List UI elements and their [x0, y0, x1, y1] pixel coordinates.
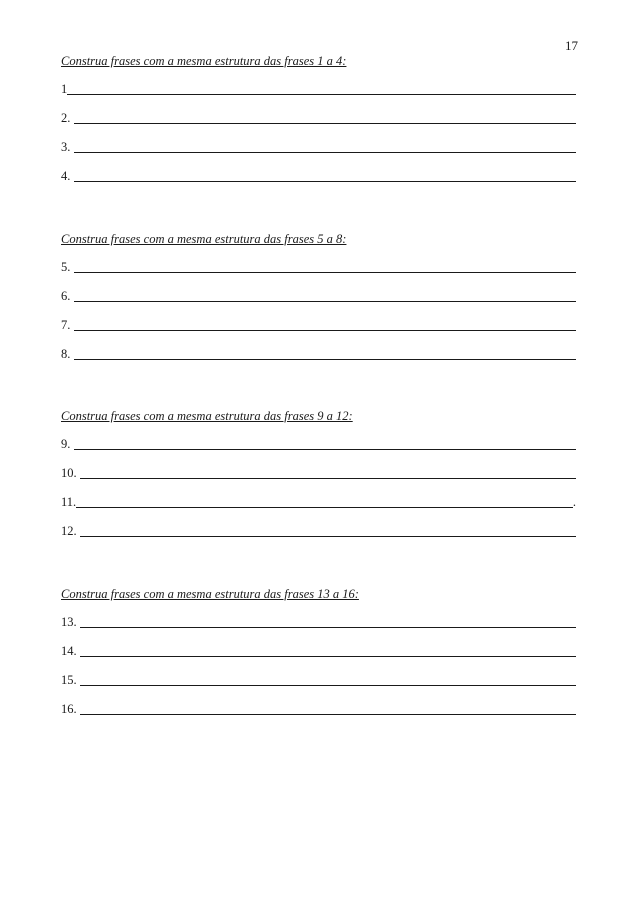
line-number: 13.: [61, 615, 80, 629]
answer-blank[interactable]: [74, 111, 577, 124]
answer-line-7: [61, 317, 576, 333]
answer-blank[interactable]: [74, 437, 577, 450]
answer-lines: [61, 614, 576, 717]
answer-blank[interactable]: [74, 169, 577, 182]
line-number: 1: [61, 82, 68, 96]
section-instruction: Construa frases com a mesma estrutura das frases 9 a 12:: [61, 409, 353, 423]
answer-line-16: [61, 701, 576, 717]
answer-blank[interactable]: [74, 347, 577, 360]
line-number: 2.: [61, 111, 74, 125]
answer-blank[interactable]: [74, 140, 577, 153]
line-number: 7.: [61, 318, 74, 332]
line-suffix: .: [572, 495, 576, 509]
answer-blank[interactable]: [80, 466, 576, 479]
line-number: 5.: [61, 260, 74, 274]
answer-blank[interactable]: [80, 702, 576, 715]
answer-line-6: [61, 288, 576, 304]
page-number: 17: [565, 38, 578, 53]
line-number: 6.: [61, 289, 74, 303]
answer-line-10: [61, 465, 576, 481]
line-number: 10.: [61, 466, 80, 480]
exercise-section-13-16: [61, 586, 576, 730]
answer-blank[interactable]: [80, 524, 576, 537]
answer-line-5: [61, 259, 576, 275]
answer-blank[interactable]: [80, 644, 576, 657]
section-instruction: Construa frases com a mesma estrutura das frases 1 a 4:: [61, 54, 347, 68]
answer-line-14: [61, 643, 576, 659]
exercise-section-5-8: [61, 231, 576, 375]
answer-line-8: [61, 346, 576, 362]
answer-line-1: [61, 81, 576, 97]
line-number: 12.: [61, 524, 80, 538]
answer-blank[interactable]: [76, 495, 573, 508]
answer-blank[interactable]: [80, 673, 576, 686]
answer-lines: [61, 259, 576, 362]
answer-blank[interactable]: [74, 318, 577, 331]
answer-line-4: [61, 168, 576, 184]
line-number: 11.: [61, 495, 77, 509]
line-number: 9.: [61, 437, 74, 451]
answer-blank[interactable]: [74, 260, 577, 273]
section-instruction: Construa frases com a mesma estrutura das frases 5 a 8:: [61, 232, 347, 246]
answer-lines: [61, 81, 576, 184]
answer-line-3: [61, 139, 576, 155]
line-number: 16.: [61, 702, 80, 716]
exercise-section-9-12: [61, 408, 576, 552]
answer-blank[interactable]: [67, 82, 576, 95]
exercise-section-1-4: [61, 53, 576, 197]
line-number: 8.: [61, 347, 74, 361]
line-number: 3.: [61, 140, 74, 154]
answer-blank[interactable]: [74, 289, 577, 302]
answer-blank[interactable]: [80, 615, 576, 628]
line-number: 4.: [61, 169, 74, 183]
line-number: 15.: [61, 673, 80, 687]
answer-line-13: [61, 614, 576, 630]
answer-line-2: [61, 110, 576, 126]
answer-lines: [61, 436, 576, 539]
section-instruction: Construa frases com a mesma estrutura das frases 13 a 16:: [61, 587, 359, 601]
answer-line-9: [61, 436, 576, 452]
answer-line-15: [61, 672, 576, 688]
answer-line-11: [61, 494, 576, 510]
answer-line-12: [61, 523, 576, 539]
line-number: 14.: [61, 644, 80, 658]
